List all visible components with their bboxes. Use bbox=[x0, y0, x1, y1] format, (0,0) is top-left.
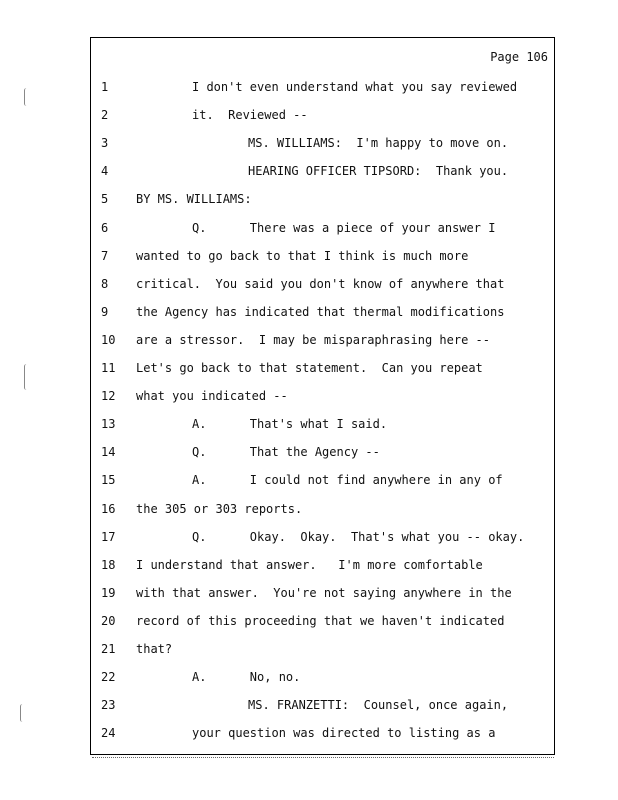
line-text: BY MS. WILLIAMS: bbox=[136, 192, 252, 207]
line-text: record of this proceeding that we haven't indicated bbox=[136, 613, 505, 628]
page-footer-rule bbox=[92, 757, 554, 760]
line-text: wanted to go back to that I think is much more bbox=[136, 248, 469, 263]
transcript-line bbox=[91, 221, 556, 245]
transcript-line bbox=[91, 333, 556, 357]
transcript-line bbox=[91, 445, 556, 469]
binder-hole-mark bbox=[24, 88, 29, 106]
line-number: 14 bbox=[101, 445, 116, 460]
line-number: 24 bbox=[101, 726, 116, 741]
binder-hole-mark bbox=[20, 704, 25, 722]
line-text: MS. WILLIAMS: I'm happy to move on. bbox=[248, 136, 509, 151]
line-text: MS. FRANZETTI: Counsel, once again, bbox=[248, 698, 509, 713]
transcript-line bbox=[91, 361, 556, 385]
line-text: Let's go back to that statement. Can you repeat bbox=[136, 361, 483, 375]
line-text: the Agency has indicated that thermal modifications bbox=[136, 304, 505, 319]
transcript-line bbox=[91, 726, 556, 750]
transcript-line bbox=[91, 670, 556, 694]
transcript-line bbox=[91, 473, 556, 497]
line-text: HEARING OFFICER TIPSORD: Thank you. bbox=[248, 164, 509, 179]
line-text: that? bbox=[136, 642, 173, 656]
transcript-line bbox=[91, 192, 556, 216]
transcript-line bbox=[91, 586, 556, 610]
line-number: 15 bbox=[101, 473, 116, 488]
line-number: 2 bbox=[101, 108, 109, 123]
line-text: I understand that answer. I'm more comfortable bbox=[136, 557, 483, 572]
line-number: 21 bbox=[101, 642, 116, 656]
line-number: 13 bbox=[101, 417, 116, 432]
line-number: 19 bbox=[101, 585, 116, 600]
line-text: I don't even understand what you say reviewed bbox=[192, 80, 518, 94]
transcript-line bbox=[91, 502, 556, 526]
line-number: 6 bbox=[101, 220, 109, 235]
transcript-line bbox=[91, 614, 556, 638]
line-number: 11 bbox=[101, 361, 116, 375]
transcript-line bbox=[91, 277, 556, 301]
transcript-line bbox=[91, 164, 556, 188]
transcript-line bbox=[91, 108, 556, 132]
line-text: A. That's what I said. bbox=[192, 417, 388, 432]
line-text: what you indicated -- bbox=[136, 389, 288, 404]
transcript-line bbox=[91, 136, 556, 160]
transcript-line bbox=[91, 530, 556, 554]
line-text: A. I could not find anywhere in any of bbox=[192, 473, 503, 488]
line-text: A. No, no. bbox=[192, 670, 301, 685]
line-text: the 305 or 303 reports. bbox=[136, 501, 303, 516]
binder-hole-mark bbox=[24, 364, 29, 390]
line-text: it. Reviewed -- bbox=[192, 108, 308, 123]
line-number: 20 bbox=[101, 613, 116, 628]
line-number: 1 bbox=[101, 80, 109, 94]
line-text: are a stressor. I may be misparaphrasing here -- bbox=[136, 332, 491, 347]
line-text: Q. That the Agency -- bbox=[192, 445, 380, 460]
transcript-line bbox=[91, 558, 556, 582]
line-text: with that answer. You're not saying anywhere in the bbox=[136, 585, 512, 600]
transcript-line bbox=[91, 642, 556, 666]
page-number: Page 106 bbox=[490, 50, 548, 64]
line-number: 23 bbox=[101, 698, 116, 713]
transcript-line bbox=[91, 80, 556, 104]
transcript-line bbox=[91, 389, 556, 413]
line-text: critical. You said you don't know of anywhere that bbox=[136, 276, 505, 291]
transcript-line bbox=[91, 698, 556, 722]
line-number: 10 bbox=[101, 332, 116, 347]
line-number: 18 bbox=[101, 557, 116, 572]
line-number: 7 bbox=[101, 248, 109, 263]
line-number: 12 bbox=[101, 389, 116, 404]
line-number: 3 bbox=[101, 136, 109, 151]
line-number: 16 bbox=[101, 501, 116, 516]
line-number: 22 bbox=[101, 670, 116, 685]
line-number: 5 bbox=[101, 192, 109, 207]
transcript-line bbox=[91, 305, 556, 329]
transcript-page bbox=[90, 37, 555, 755]
line-number: 17 bbox=[101, 529, 116, 544]
transcript-line bbox=[91, 249, 556, 273]
line-text: Q. There was a piece of your answer I bbox=[192, 220, 496, 235]
line-text: your question was directed to listing as a bbox=[192, 726, 496, 741]
line-number: 4 bbox=[101, 164, 109, 179]
line-text: Q. Okay. Okay. That's what you -- okay. bbox=[192, 529, 525, 544]
line-number: 9 bbox=[101, 304, 109, 319]
line-number: 8 bbox=[101, 276, 109, 291]
transcript-line bbox=[91, 417, 556, 441]
